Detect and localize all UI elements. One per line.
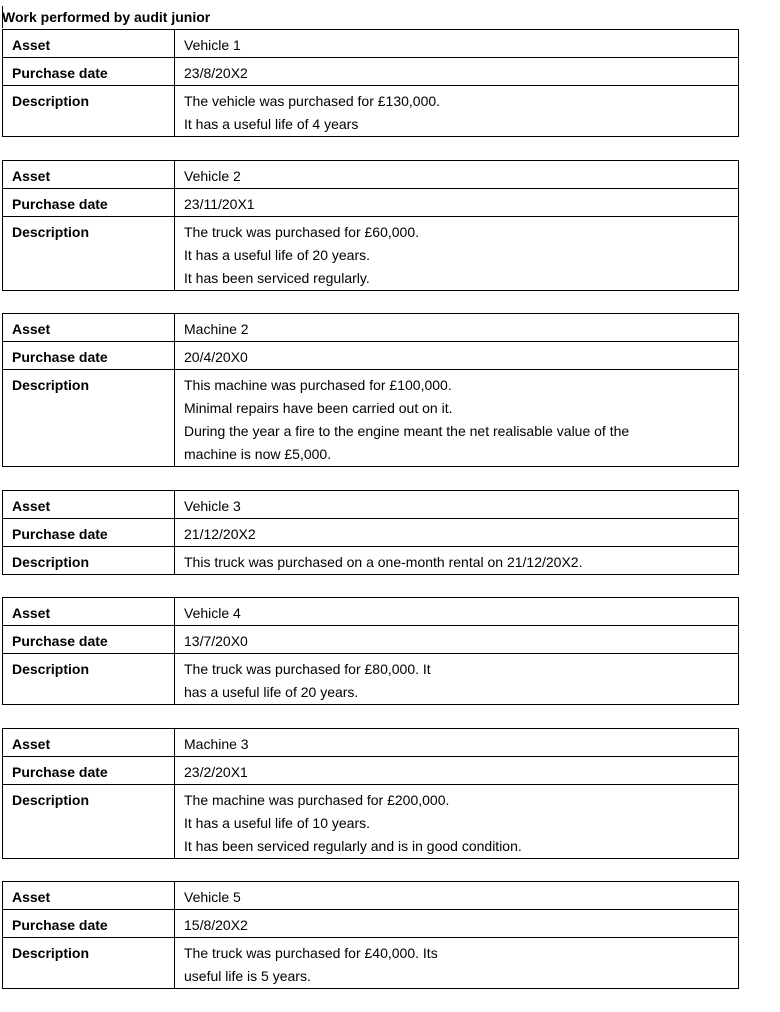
purchase-date-label: Purchase date <box>3 189 175 217</box>
description-line: This truck was purchased on a one-month rental on 21/12/20X2. <box>184 554 583 570</box>
asset-table-machine-2 <box>2 313 739 467</box>
description-label: Description <box>3 86 175 137</box>
description-value <box>175 86 739 137</box>
description-line: useful life is 5 years. <box>184 968 311 984</box>
asset-value: Vehicle 3 <box>175 491 739 519</box>
asset-table-vehicle-5 <box>2 881 739 989</box>
asset-table-vehicle-4 <box>2 597 739 705</box>
asset-value: Machine 3 <box>175 729 739 757</box>
purchase-date-value: 23/2/20X1 <box>175 757 739 785</box>
description-value <box>175 370 739 467</box>
description-line: Minimal repairs have been carried out on it. <box>184 400 453 416</box>
description-value <box>175 785 739 859</box>
description-line: The machine was purchased for £200,000. <box>184 792 450 808</box>
description-value <box>175 654 739 705</box>
description-label: Description <box>3 370 175 467</box>
purchase-date-value: 20/4/20X0 <box>175 342 739 370</box>
asset-label: Asset <box>3 882 175 910</box>
description-line: The truck was purchased for £80,000. It <box>184 661 431 677</box>
asset-value: Vehicle 5 <box>175 882 739 910</box>
purchase-date-label: Purchase date <box>3 910 175 938</box>
description-label: Description <box>3 217 175 291</box>
asset-value: Machine 2 <box>175 314 739 342</box>
asset-table-vehicle-3 <box>2 490 739 575</box>
purchase-date-label: Purchase date <box>3 342 175 370</box>
description-line: It has a useful life of 20 years. <box>184 247 370 263</box>
asset-value: Vehicle 4 <box>175 598 739 626</box>
description-line: The truck was purchased for £60,000. <box>184 224 420 240</box>
description-label: Description <box>3 654 175 705</box>
description-label: Description <box>3 547 175 575</box>
description-line: has a useful life of 20 years. <box>184 684 359 700</box>
description-line: The truck was purchased for £40,000. Its <box>184 945 438 961</box>
purchase-date-value: 15/8/20X2 <box>175 910 739 938</box>
asset-table-machine-3 <box>2 728 739 859</box>
description-value <box>175 547 739 575</box>
description-value <box>175 217 739 291</box>
description-line: It has a useful life of 10 years. <box>184 815 370 831</box>
asset-label: Asset <box>3 729 175 757</box>
description-line: During the year a fire to the engine meant the net realisable value of the <box>184 423 630 439</box>
purchase-date-label: Purchase date <box>3 757 175 785</box>
purchase-date-value: 23/11/20X1 <box>175 189 739 217</box>
asset-value: Vehicle 2 <box>175 161 739 189</box>
asset-table-vehicle-2 <box>2 160 739 291</box>
asset-label: Asset <box>3 598 175 626</box>
purchase-date-label: Purchase date <box>3 519 175 547</box>
description-label: Description <box>3 785 175 859</box>
asset-label: Asset <box>3 30 175 58</box>
description-label: Description <box>3 938 175 989</box>
page-title: Work performed by audit junior <box>2 9 211 25</box>
purchase-date-label: Purchase date <box>3 58 175 86</box>
asset-label: Asset <box>3 161 175 189</box>
asset-value: Vehicle 1 <box>175 30 739 58</box>
purchase-date-value: 13/7/20X0 <box>175 626 739 654</box>
purchase-date-value: 21/12/20X2 <box>175 519 739 547</box>
description-line: It has been serviced regularly. <box>184 270 370 286</box>
description-value <box>175 938 739 989</box>
purchase-date-value: 23/8/20X2 <box>175 58 739 86</box>
description-line: machine is now £5,000. <box>184 446 332 462</box>
description-line: It has a useful life of 4 years <box>184 116 359 132</box>
asset-label: Asset <box>3 314 175 342</box>
description-line: The vehicle was purchased for £130,000. <box>184 93 441 109</box>
purchase-date-label: Purchase date <box>3 626 175 654</box>
description-line: This machine was purchased for £100,000. <box>184 377 452 393</box>
description-line: It has been serviced regularly and is in good condition. <box>184 838 522 854</box>
asset-label: Asset <box>3 491 175 519</box>
asset-table-vehicle-1 <box>2 29 739 137</box>
